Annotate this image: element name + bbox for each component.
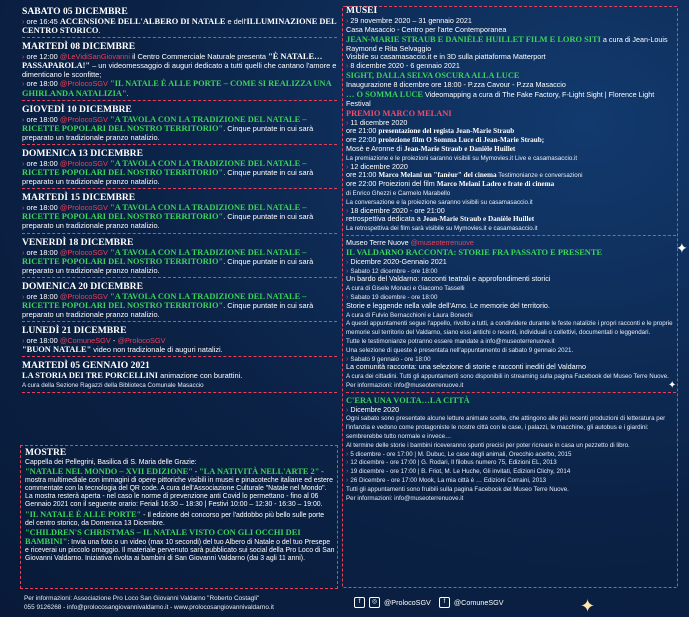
footer-social [354,597,504,608]
event-title: "IL NATALE È ALLE PORTE" [25,509,142,519]
day-heading: SABATO 05 DICEMBRE [22,6,128,17]
arrow-bullet: › [346,256,351,266]
text-segment: Museo Terre Nuove [346,237,411,247]
day-heading: VENERDÌ 18 DICEMBRE [22,236,134,248]
day-block [22,281,337,322]
event-title: "IL NATALE È ALLE PORTE – COME SI REALIZZA UNA GHIRLANDA NATALIZIA" [22,79,332,98]
footer-contacts [24,594,274,612]
event-line [22,380,337,390]
musei-line [346,414,676,440]
text-segment: ore 18:00 [26,291,60,301]
musei-line [346,458,676,467]
day-block [22,148,337,189]
text-segment: ore 21:00 [346,170,379,180]
text-segment: 5 dicembre - ore 17:00 | M. Dubuc, Le case degli animali, Orecchio acerbo, 2015 [350,450,572,458]
arrow-bullet: › [346,457,351,467]
text-segment: A cura di Fulvio Bernacchioni e Laura Bonechi [346,311,473,319]
arrow-bullet: › [346,117,351,127]
comune-handle[interactable]: @ComuneSGV [453,598,504,607]
arrow-bullet: › [346,466,351,476]
event-title: "È NATALE… PASSAPAROLA!" [22,52,323,71]
text-segment: A questi appuntamenti segue l'appello, rivolto a tutti, a condividere durante le feste natalizie i propri racconti e le proprie memorie sul territorio del Valdarno, siano essi antichi o recenti, individuali o collettivi, documentati o leggendari. [346,320,673,337]
instagram-icon[interactable]: ◎ [369,597,380,608]
text-segment: La premiazione e le proiezioni saranno visibili su Mymovies.it Live e casamasaccio.it [346,154,578,162]
text-segment: ore 18:00 [26,114,60,124]
text-segment: . [98,26,101,36]
footer-contact-line[interactable]: 055 9126268 - info@prolocosangiovannivaldarno.it - www.prolocosangiovannivaldarno.it [24,604,274,611]
day-block [22,237,337,278]
musei-line [346,372,676,390]
event-title: LA STORIA DEI TRE PORCELLINI [22,371,159,381]
arrow-bullet: › [346,16,351,25]
arrow-bullet: › [22,158,27,168]
event-title: SIGHT, DALLA SELVA OSCURA ALLA LUCE [346,70,520,80]
event-title: IL VALDARNO RACCONTA: STORIE FRA PASSATO E PRESENTE [346,247,603,257]
divider [22,188,337,189]
text-segment: A cura dei cittadini. Tutti gli appuntamenti sono disponibili in streaming sulla pagina Facebook del Museo Terre Nuove. Per informazioni: info@museoterrenuove.it [346,373,669,389]
text-segment: - mostra multimediale con immagini di opere pittoriche visibili in musei e pinacoteche italiane ed estere commentate con la tecnologia del QR code. A cura dell'Associazione Culturale "Natale nel Mondo". La mostra resterà aperta - nel caso le norme di prevenzione anti Covid lo permettano - fino al 06 Gennaio 2021 con il seguente orario: Feriali 16:30 – 18:30 | Festivi 10:00 – 12:30 - 16:30 – 19:00. [25,469,333,509]
musei-line [346,441,676,450]
day-block [22,192,337,233]
day-block [22,104,337,145]
text-segment: ore 18:00 [26,203,60,213]
mostre-title: MOSTRE [25,448,67,458]
arrow-bullet: › [346,353,351,363]
text-segment: A cura di Gisele Monaci e Giacomo Tasselli [346,285,465,293]
text-segment: Una selezione di queste è presentata nell'appuntamento di sabato 9 gennaio 2021. [346,346,574,354]
museo-terre-nuove-section [346,239,676,390]
text-segment: 29 novembre 2020 – 31 gennaio 2021 [350,16,472,25]
text-segment: . Cinque puntate in cui sarà preparato un tradizionale pranzo natalizio. [22,123,314,142]
text-segment: proiezione film O Somma Luce di Jean-Marie Straub; [378,136,545,145]
social-handle[interactable]: @ComuneSGV [59,336,111,346]
text-segment: Un bardo del Valdarno: racconti teatrali e approfondimenti storici [346,274,551,284]
musei-line [346,145,676,154]
event-line [22,371,337,380]
musei-line [346,319,676,337]
text-segment: 18 dicembre 2020 - ore 21:00 [350,205,445,215]
footer-info-line: Per informazioni: Associazione Pro Loco San Giovanni Valdarno "Roberto Costagli" [24,595,260,602]
arrow-bullet: › [22,203,27,213]
event-title: JEAN-MARIE STRAUB E DANIÈLE HUILLET FILM E LORO SITI [346,34,601,44]
text-segment: Visibile su casamasaccio.it e in 3D sulla piattaforma Matterport [346,52,546,62]
musei-line [346,275,676,284]
arrow-bullet: › [346,205,351,215]
text-segment: Dicembre 2020-Gennaio 2021 [350,256,447,266]
musei-line [346,35,676,54]
event-title: C'ERA UNA VOLTA…LA CITTÀ [346,395,470,405]
text-segment: ore 18:00 [26,336,60,346]
text-segment: . Cinque puntate in cui sarà preparato un tradizionale pranzo natalizio. [22,168,314,187]
text-segment: 19 dicembre - ore 17:00 | B. Friot, M. Le Huche, Gli invitati, Edizioni Clichy, 2014 [350,468,571,476]
musei-column [346,6,676,589]
text-segment: Ogni sabato sono presentate alcune letture animate scelte, che attingono alle più recenti produzioni di letteratura per l'infanzia e vedono come protagoniste le nostre città con le case, i palazzi, le macchine, gli autobus e i giardini: sembrerebbe tutto normale e invece… [346,415,666,441]
text-segment: 26 Dicembre - ore 17:00 Mook, La mia città è … Edizioni Corraini, 2013 [350,477,547,485]
musei-line [346,363,676,372]
text-segment: Al termine delle storie i bambini riceveranno spunti precisi per poter ricreare in casa un pezzetto di libro. [346,441,630,449]
event-title: PREMIO MARCO MELANI [346,108,452,118]
divider [346,235,676,236]
event-title: "BUON NATALE" [22,345,92,355]
day-heading: MARTEDÌ 05 GENNAIO 2021 [22,360,150,372]
day-heading: DOMENICA 13 DICEMBRE [22,147,143,159]
musei-line [346,450,676,459]
casa-masaccio-section [346,17,676,233]
text-segment: ore 21:00 [346,126,379,136]
text-segment: il Centro Commerciale Naturale presenta [130,52,269,62]
divider [22,392,337,393]
text-segment: ore 18:00 [26,158,60,168]
text-segment: . Cinque puntate in cui sarà preparato un tradizionale pranzo natalizio. [22,300,314,319]
event-title: "LA NATIVITÀ NELL'ARTE 2" [199,467,320,477]
arrow-bullet: › [22,52,27,62]
event-title: ILLUMINAZIONE DEL CENTRO STORICO [22,17,337,36]
event-title: "CHILDREN'S CHRISTMAS – IL NATALE VISTO CON GLI OCCHI DEI BAMBINI" [25,527,301,546]
day-block [22,41,337,100]
star-icon: ✦ [668,380,677,391]
divider [22,277,337,278]
musei-line [346,215,676,224]
event-title: "A TAVOLA CON LA TRADIZIONE DEL NATALE – RICETTE POPOLARI DEL NOSTRO TERRITORIO" [22,291,307,310]
text-segment: Cappella dei Pellegrini, Basilica di S. Maria delle Grazie: [25,459,197,466]
text-segment: ore 22:00 [346,135,379,145]
day-block [22,360,337,393]
text-segment: La conversazione e la proiezione saranno visibili su casamasaccio.it [346,198,533,206]
text-segment: Jean-Marie Straub e Danièle Huillet [403,144,516,153]
text-segment: - [110,336,118,346]
text-segment: ore 16:45 [26,17,60,26]
text-segment: 12 dicembre - ore 17:00 | G. Rodari, Il filobus numero 75, Edizioni EL, 2013 [350,459,557,467]
event-line [22,248,337,275]
text-segment: ore 18:00 [26,247,60,257]
event-title: … O SOMMA LUCE [346,89,424,99]
musei-line [346,26,676,35]
text-segment: Marco Melani Ladro e frate di cinema [436,180,555,189]
event-line [22,17,337,35]
day-heading: DOMENICA 20 DICEMBRE [22,280,143,292]
event-title: "A TAVOLA CON LA TRADIZIONE DEL NATALE – RICETTE POPOLARI DEL NOSTRO TERRITORIO" [22,203,307,222]
text-segment: Sabato 12 dicembre - ore 18:00 [350,267,438,275]
musei-title: MUSEI [346,6,378,16]
cera-una-volta-section [346,396,676,503]
musei-line [346,127,676,136]
text-segment: La comunità racconta: una selezione di storie e racconti inediti del Valdarno [346,362,586,372]
day-block [22,6,337,38]
text-segment: Jean-Marie Straub e Danièle Huillet [422,215,535,224]
text-segment: retrospettiva dedicata a [346,214,423,224]
musei-line [346,90,676,109]
divider [22,144,337,145]
facebook-icon[interactable]: f [354,597,365,608]
text-segment: – un videomessaggio di auguri dedicato a tutti quelli che cantano l'amore e dimenticano le sconfitte; [22,61,337,80]
text-segment: . [126,88,129,98]
text-segment: presentazione del regista Jean-Marie Straub [378,127,515,136]
event-title: "A TAVOLA CON LA TRADIZIONE DEL NATALE – RICETTE POPOLARI DEL NOSTRO TERRITORIO" [22,114,307,133]
musei-line [346,311,676,320]
event-line [22,79,337,97]
mostre-section [25,448,335,564]
arrow-bullet: › [346,291,351,301]
text-segment: Tutte le testimonianze potranno essere mandate a info@museoterrenuove.it [346,337,555,345]
musei-line [346,485,676,494]
event-title: "A TAVOLA CON LA TRADIZIONE DEL NATALE – RICETTE POPOLARI DEL NOSTRO TERRITORIO" [22,247,307,266]
musei-line [346,494,676,503]
musei-line [346,284,676,293]
text-segment: di Enrico Ghezzi e Carmelo Marabello [346,189,451,197]
arrow-bullet: › [22,247,27,257]
social-handle[interactable]: @LeVidiSanGiovanni [59,52,131,62]
divider [22,233,337,234]
arrow-bullet: › [346,61,351,71]
text-segment: ore 12:00 [26,52,60,62]
text-segment: A cura della Sezione Ragazzi della Biblioteca Comunale Masaccio [22,382,204,390]
day-block [22,325,337,357]
musei-line [346,62,676,71]
event-title: ACCENSIONE DELL'ALBERO DI NATALE [59,17,226,26]
text-segment: Casa Masaccio - Centro per l'arte Contemporanea [346,24,507,34]
arrow-bullet: › [22,291,27,301]
day-heading: MARTEDÌ 15 DICEMBRE [22,192,136,204]
text-segment: a cura di Jean-Louis Raymond e Rita Selvaggio [346,34,668,53]
arrow-bullet: › [22,79,27,89]
text-segment: ore 18:00 [26,79,60,89]
event-line [22,336,337,345]
divider [22,356,337,357]
musei-line [346,337,676,346]
text-segment: 12 dicembre 2020 [350,161,408,171]
musei-line [346,180,676,189]
text-segment: Mosè e Aronne di [346,143,404,153]
musei-line [346,258,676,267]
social-handle[interactable]: @ProlocoSGV [59,247,108,257]
divider [22,100,337,101]
text-segment: . Cinque puntate in cui sarà preparato un tradizionale pranzo natalizio. [22,212,314,231]
social-handle[interactable]: @ProlocoSGV [59,114,108,124]
divider [346,392,676,393]
arrow-bullet: › [346,404,351,414]
event-title: "A TAVOLA CON LA TRADIZIONE DEL NATALE – RICETTE POPOLARI DEL NOSTRO TERRITORIO" [22,158,307,178]
text-segment: video non tradizionale di auguri natalizi. [91,345,223,355]
event-line [22,203,337,230]
arrow-bullet: › [346,265,351,275]
star-icon: ✦ [580,596,596,616]
social-handle[interactable]: @ProlocoSGV [117,336,166,346]
text-segment: La retrospettiva dei film sarà visibile su Mymovies.it e casamasaccio.it [346,225,538,233]
social-handle[interactable]: @ProlocoSGV [59,79,108,89]
text-segment: Dicembre 2020 [350,404,400,414]
text-segment: - [192,469,200,477]
musei-line [346,189,676,198]
text-segment: Sabato 19 dicembre - ore 18:00 [350,293,438,301]
text-segment: Per informazioni: info@museoterrenuove.it [346,494,464,502]
musei-line [346,467,676,476]
text-segment: animazione con burattini. [158,371,243,381]
text-segment: Videomapping a cura di The Fake Factory, F-Light Sight | Florence Light Festival [346,89,655,108]
event-line [22,115,337,142]
text-segment: Marco Melani un "fanèur" del cinema [378,171,497,180]
musei-line [346,81,676,90]
musei-line [346,406,676,415]
text-segment: Inaugurazione 8 dicembre ore 18:00 - P.zza Cavour - P.zza Masaccio [346,79,566,89]
arrow-bullet: › [346,161,351,171]
text-segment: ore 22:00 Proiezioni del film [346,179,437,189]
day-heading: MARTEDÌ 08 DICEMBRE [22,41,136,53]
text-segment: 8 dicembre 2020 - 6 gennaio 2021 [350,61,460,71]
text-segment: Storie e leggende nella valle dell'Arno. Le memorie del territorio. [346,300,550,310]
arrow-bullet: › [346,448,351,458]
arrow-bullet: › [346,475,351,485]
divider [22,321,337,322]
musei-line [346,302,676,311]
text-segment: e dell' [225,17,247,26]
star-icon: ✦ [676,240,688,256]
arrow-bullet: › [22,114,27,124]
facebook-icon[interactable]: f [439,597,450,608]
mostre-paragraph [25,529,335,563]
musei-line [346,224,676,233]
social-handle[interactable]: @ProlocoSGV [59,203,108,213]
text-segment: Tutti gli appuntamenti sono fruibili sulla pagina Facebook del Museo Terre Nuove. [346,485,569,493]
mostre-paragraph [25,459,335,467]
text-segment: Testimonianze e conversazioni [496,172,583,180]
mostre-paragraph [25,511,335,528]
day-heading: LUNEDÌ 21 DICEMBRE [22,325,127,337]
text-segment: 11 dicembre 2020 [350,117,408,127]
event-line [22,52,337,79]
day-heading: GIOVEDÌ 10 DICEMBRE [22,103,132,115]
mostre-paragraph [25,468,335,509]
musei-line [346,476,676,485]
event-title: "NATALE NEL MONDO – XVII EDIZIONE" [25,467,193,477]
musei-line [346,346,676,355]
text-segment: . Cinque puntate in cui sarà preparato un tradizionale pranzo natalizio. [22,256,314,275]
social-handle[interactable]: @ProlocoSGV [59,158,108,168]
social-handle[interactable]: @museoterrenuove [410,237,474,247]
event-line [22,159,337,186]
text-segment: Sabato 9 gennaio - ore 18:00 [350,355,431,363]
event-line [22,345,337,354]
divider [22,37,337,38]
musei-line [346,239,676,248]
event-line [22,292,337,319]
arrow-bullet: › [22,336,27,346]
social-handle[interactable]: @ProlocoSGV [59,291,108,301]
proloco-handle[interactable]: @ProlocoSGV [384,598,431,607]
arrow-bullet: › [22,17,27,26]
text-segment: - Il edizione del concorso per l'addobbo più bello sulle porte del centro storico, da Domenica 13 Dicembre. [25,511,325,527]
text-segment: : Invia una foto o un video (max 10 secondi) del tuo Albero di Natale o del tuo Presepe e riceverai un piccolo omaggio. Il materiale pervenuto sarà pubblicato sui social della Pro Loco di San Giovanni Valdarno. Iniziativa rivolta ai bambini di San Giovanni Valdarno (dai 3 agli 11 anni). [25,538,335,563]
